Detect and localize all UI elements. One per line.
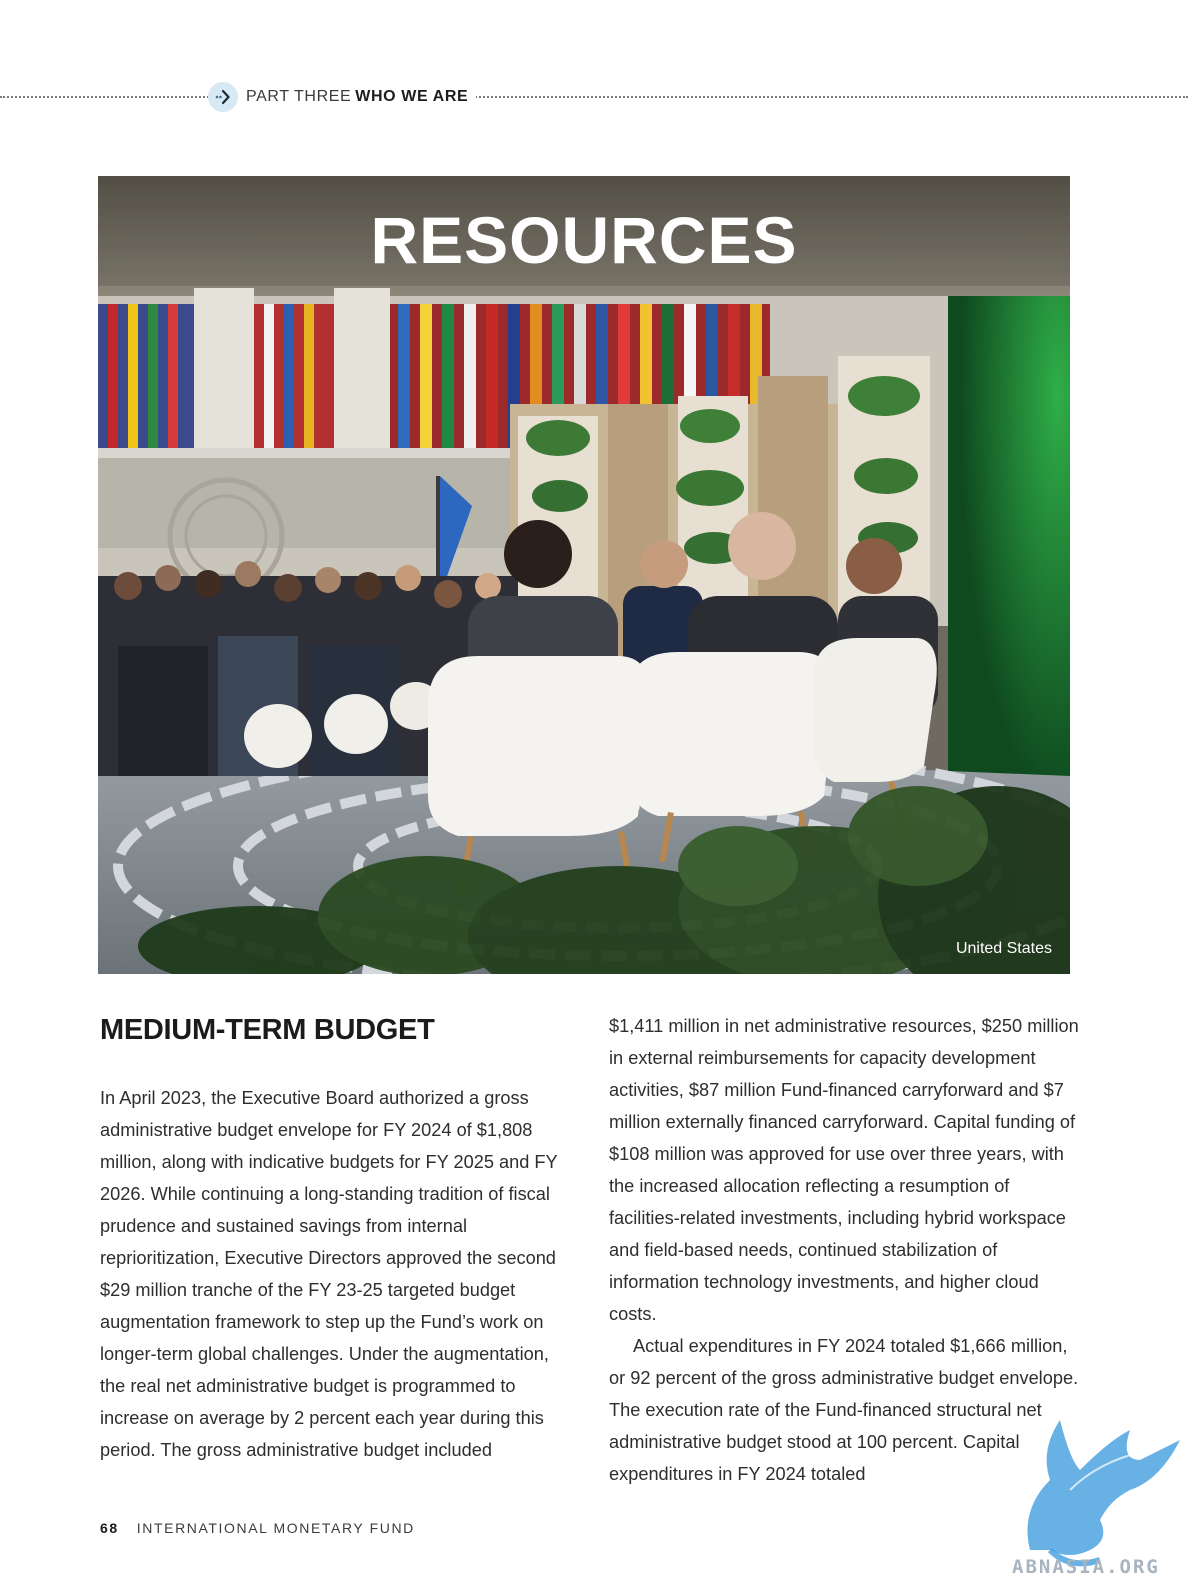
watermark-text: ABNASIA.ORG [1012, 1556, 1160, 1578]
page-footer [100, 1520, 415, 1536]
part-title [246, 88, 468, 106]
part-number: PART THREE [246, 88, 352, 105]
expenditure-paragraph: Actual expenditures in FY 2024 totaled $1,666 million, or 92 percent of the gross administrative budget envelope. The execution rate of the Fund-financed structural net administrative budget stood at 100 percent. Capital expenditures in FY 2024 totaled [609, 1336, 1079, 1484]
hero-photo [98, 176, 1070, 974]
part-section: WHO WE ARE [355, 88, 469, 105]
budget-paragraph: In April 2023, the Executive Board authorized a gross administrative budget envelope for FY 2024 of $1,808 million, along with indicative budgets for FY 2025 and FY 2026. While continuing a long-standing tradition of fiscal prudence and sustained savings from internal reprioritization, Executive Directors approved the second $29 million tranche of the FY 23-25 targeted budget augmentation framework to step up the Fund’s work on longer-term global challenges. Under the augmentation, the real net administrative budget is programmed to increase on average by 2 percent each year during this period. The gross administrative budget included [100, 1088, 558, 1460]
page-title: RESOURCES [370, 203, 798, 277]
panel-discussion-photo [98, 176, 1070, 974]
photo-caption: United States [955, 940, 1052, 957]
section-heading: MEDIUM-TERM BUDGET [100, 1014, 435, 1046]
page-number: 68 [100, 1520, 119, 1536]
right-column [609, 1010, 1079, 1490]
allocation-paragraph: $1,411 million in net administrative resources, $250 million in external reimbursements for capacity development activities, $87 million Fund-financed carryforward and $7 million externally financed carryforward. Capital funding of $108 million was approved for use over three years, with the increased allocation reflecting a resumption of facilities-related investments, including hybrid workspace and field-based needs, continued stabilization of information technology investments, and higher cloud costs. [609, 1016, 1079, 1324]
header-dotted-rule [0, 96, 1188, 98]
publication-name: INTERNATIONAL MONETARY FUND [136, 1520, 415, 1536]
left-column [100, 1012, 568, 1466]
part-label [208, 80, 476, 114]
chevron-right-icon [208, 82, 238, 112]
